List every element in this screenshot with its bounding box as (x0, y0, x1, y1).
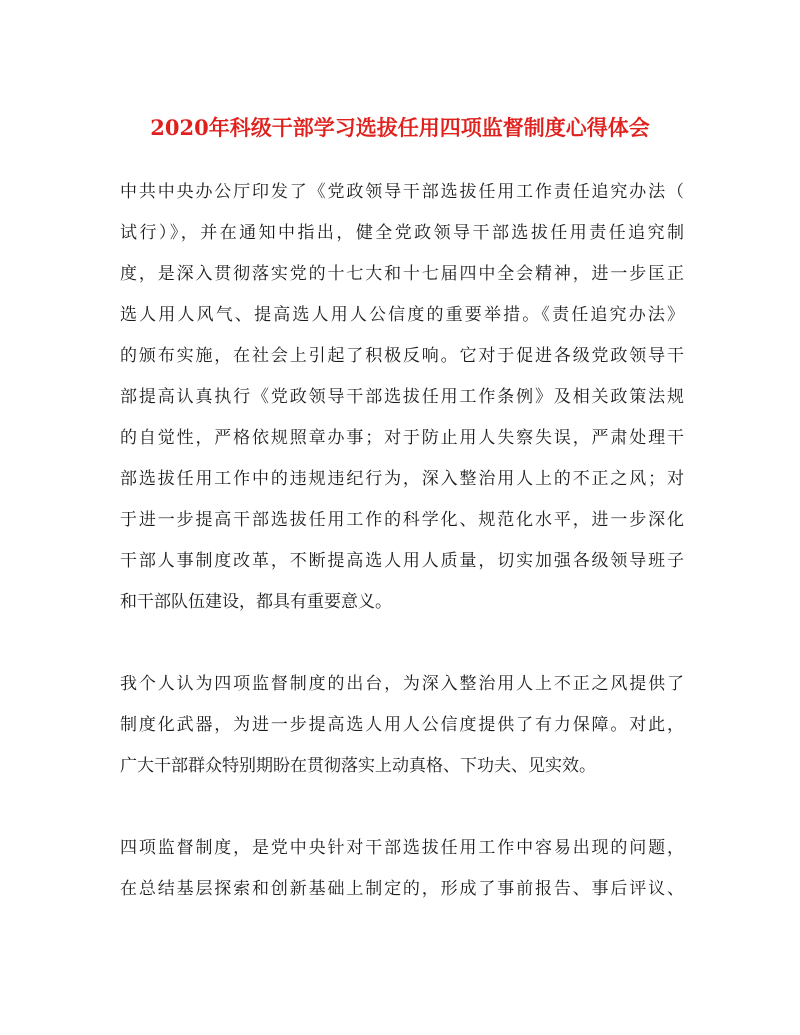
text-line: 四项监督制度，是党中央针对干部选拔任用工作中容易出现的问题， (120, 838, 684, 858)
text-line: 试行）》，并在通知中指出，健全党政领导干部选拔任用责任追究制 (120, 223, 684, 243)
text-line: 制度化武器，为进一步提高选人用人公信度提供了有力保障。对此， (120, 715, 684, 735)
text-line: 我个人认为四项监督制度的出台，为深入整治用人上不正之风提供了 (120, 674, 684, 694)
text-line: 选人用人风气、提高选人用人公信度的重要举措。《责任追究办法》 (120, 305, 684, 325)
text-line: 在总结基层探索和创新基础上制定的，形成了事前报告、事后评议、 (120, 879, 684, 899)
text-line: 和干部队伍建设，都具有重要意义。 (120, 592, 392, 612)
page-title: 2020年科级干部学习选拔任用四项监督制度心得体会 (150, 115, 650, 140)
text-line: 广大干部群众特别期盼在贯彻落实上动真格、下功夫、见实效。 (120, 756, 596, 776)
text-line: 干部人事制度改革，不断提高选人用人质量，切实加强各级领导班子 (120, 551, 684, 571)
text-line: 度，是深入贯彻落实党的十七大和十七届四中全会精神，进一步匡正 (120, 264, 684, 284)
text-line: 中共中央办公厅印发了《党政领导干部选拔任用工作责任追究办法（ (120, 182, 684, 202)
text-line: 部提高认真执行《党政领导干部选拔任用工作条例》及相关政策法规 (120, 387, 684, 407)
paragraph-2 (120, 664, 684, 787)
text-line: 部选拔任用工作中的违规违纪行为，深入整治用人上的不正之风；对 (120, 469, 684, 489)
text-line: 于进一步提高干部选拔任用工作的科学化、规范化水平，进一步深化 (120, 510, 684, 530)
paragraph-3 (120, 828, 684, 910)
text-line: 的颁布实施，在社会上引起了积极反响。它对于促进各级党政领导干 (120, 346, 684, 366)
paragraph-1 (120, 172, 684, 623)
text-line: 的自觉性，严格依规照章办事；对于防止用人失察失误，严肃处理干 (120, 428, 684, 448)
